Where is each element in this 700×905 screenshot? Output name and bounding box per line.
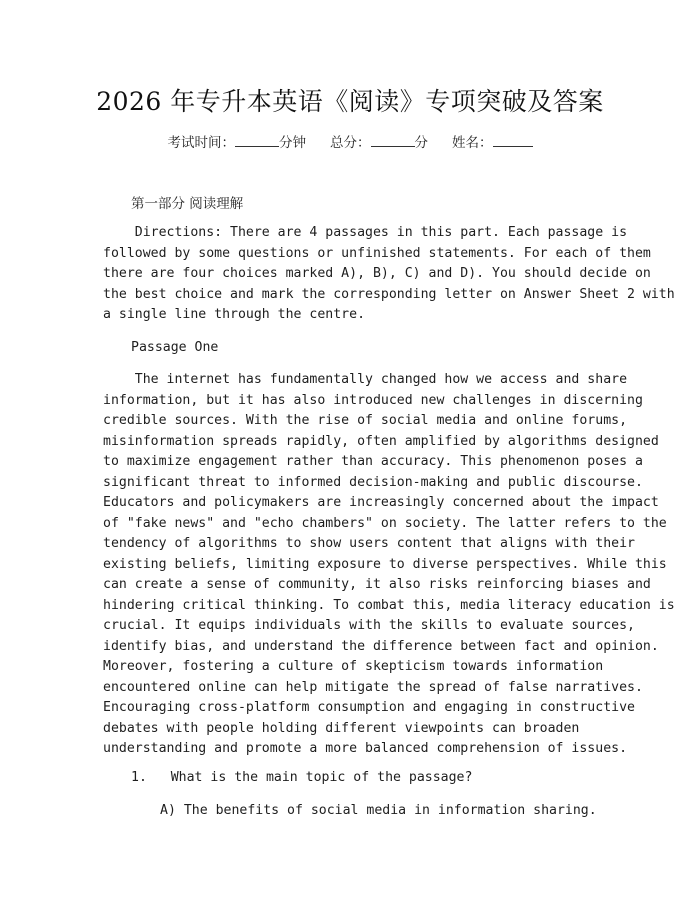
time-unit: 分钟 [279,135,306,151]
time-blank [235,134,279,147]
passage-text: The internet has fundamentally changed how we access and share information, but it has also introduced new challenges in discerning credible sources. With the rise of social media and online forums, misinformation spreads rapidly, often amplified by algorithms designed to maximize engagement rather than accuracy. This phenomenon poses a significant threat to informed decision-making and public discourse. Educators and policymakers are increasingly concerned about the impact of "fake news" and "echo chambers" on society. The latter refers to the tendency of algorithms to show users content that aligns with their existing beliefs, limiting exposure to diverse perspectives. While this can create a sense of community, it also risks reinforcing biases and hindering critical thinking. To combat this, media literacy education is crucial. It equips individuals with the skills to evaluate sources, identify bias, and understand the difference between fact and opinion. Moreover, fostering a culture of skepticism towards information encountered online can help mitigate the spread of false narratives. Encouraging cross-platform consumption and engaging in constructive debates with people holding different viewpoints can broaden understanding and promote a more balanced comprehension of issues. [103,372,675,756]
score-unit: 分 [414,135,428,151]
section-heading: 第一部分 阅读理解 [131,196,244,212]
document-title: 2026 年专升本英语《阅读》专项突破及答案 [96,87,604,116]
exam-info-line [0,131,700,151]
question-1: 1. What is the main topic of the passage? [131,770,473,785]
score-label: 总分： [330,135,371,151]
name-blank [493,134,533,147]
passage-label: Passage One [131,340,219,355]
time-label: 考试时间： [167,135,235,151]
directions-paragraph: Directions: There are 4 passages in this part. Each passage is followed by some questions or unfinished statements. For each of them there are four choices marked A), B), C) and D). You should decide on the best choice and mark the corresponding letter on Answer Sheet 2 with a single line through the centre. [103,225,675,322]
score-blank [371,134,415,147]
question-1-option-a: A) The benefits of social media in information sharing. [160,803,597,818]
name-label: 姓名： [452,135,493,151]
